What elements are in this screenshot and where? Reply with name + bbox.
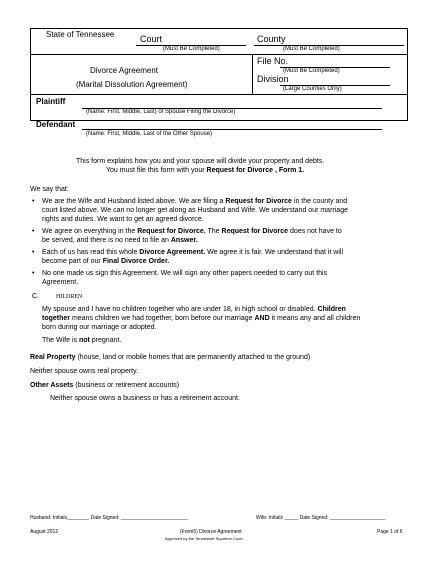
file-no-note: (Must Be Completed) (283, 68, 340, 74)
bullet-4: No one made us sign this Agreement. We will sign any other papers needed to carry out this (42, 270, 328, 277)
county-label: County (257, 34, 286, 44)
court-label: Court (140, 34, 163, 44)
real-property-desc: (house, land or mobile homes that are permanently attached to the ground) (75, 354, 311, 361)
rule (30, 54, 31, 120)
children-paragraph-line-3: born during our marriage or adopted. (42, 324, 157, 331)
children-paragraph-line-2 (42, 314, 414, 323)
b2-text-2: The (205, 228, 222, 235)
county-note: (Must Be Completed) (283, 46, 340, 52)
b3-text-2: We agree it is fair. We understand that it will (205, 249, 344, 256)
wife-text: The Wife is (42, 337, 79, 344)
intro-line-2 (106, 166, 304, 175)
rule (30, 54, 408, 55)
b2-text-3: does not have to (288, 228, 342, 235)
b1-bold: Request for Divorce (225, 198, 292, 205)
defendant-note: (Name: First, Middle, Last of the Other Spouse) (86, 131, 213, 137)
real-property-heading (30, 353, 310, 362)
intro-line-1: This form explains how you and your spouse will divide your property and debts. (76, 158, 325, 165)
b3-text-3: become part of our (42, 258, 103, 265)
wife-pregnancy-status (42, 336, 121, 345)
b2-text-4: be served, and there is no need to file an (42, 237, 171, 244)
children-text-3: it means any and all children (269, 315, 361, 322)
rule (30, 94, 408, 95)
wife-signature-line[interactable]: Wife: Initials _____ Date Signed: ____________________ (256, 515, 386, 521)
bullet-2 (42, 227, 412, 236)
b2-bold-1: Request for Divorce. (137, 228, 206, 235)
document-subtitle: (Marital Dissolution Agreement) (76, 80, 188, 89)
b3-text: Each of us has read this whole (42, 249, 140, 256)
b1-text-2: in the county and (291, 198, 348, 205)
children-text-2: means children we had together, born before our marriage (70, 315, 255, 322)
other-assets-desc: (business or retirement accounts) (73, 382, 180, 389)
children-paragraph (42, 305, 414, 314)
division-label: Division (257, 74, 289, 84)
state-name: State of Tennessee (46, 30, 115, 39)
plaintiff-label: Plaintiff (36, 97, 66, 106)
rule (407, 28, 408, 54)
division-note: (Large Counties Only) (283, 86, 342, 92)
children-heading: HILDREN (56, 294, 83, 300)
bullet-1-line-3: rights and duties. We want to get an agreed divorce. (42, 216, 204, 223)
b3-bold-2: Final Divorce Order. (102, 258, 170, 265)
other-assets-bold: Other Assets (30, 382, 74, 389)
footer-page-number: Page 1 of 6 (377, 529, 403, 535)
b2-bold-3: Answer. (170, 237, 198, 244)
rule (30, 120, 408, 121)
bullet-3 (42, 248, 412, 257)
footer-approved: Approved by the Tennessee Supreme Court (165, 536, 243, 541)
rule (30, 28, 31, 54)
court-note: (Must Be Completed) (163, 46, 220, 52)
children-and: AND (254, 315, 270, 322)
footer-date: August 2012 (30, 529, 59, 535)
real-property-value: Neither spouse owns real property. (30, 368, 139, 375)
footer-form-name: (Form5) Divorce Agreement (180, 529, 242, 535)
b2-text: We agree on everything in the (42, 228, 138, 235)
file-no-label: File No. (257, 56, 289, 66)
bullet-2-line-2 (42, 236, 412, 245)
rule (30, 28, 408, 29)
we-say-that: We say that: (30, 186, 69, 193)
plaintiff-note: (Name: First, Middle, Last) of Spouse Filing the Divorce) (86, 109, 236, 115)
bullet-1 (42, 197, 412, 206)
intro-text: You must file this form with your (106, 167, 207, 174)
bullet-1-line-2: court listed above. We can no longer get along as Husband and Wife. We understand our marriage (42, 207, 348, 214)
children-bold: Children (317, 306, 346, 313)
children-text: My spouse and I have no children together who are under 18, in high school or disabled. (42, 306, 318, 313)
wife-not: not (78, 337, 90, 344)
document-title: Divorce Agreement (90, 66, 159, 75)
bullet-icon: • (32, 270, 35, 277)
rule (252, 54, 253, 94)
defendant-label: Defendant (36, 120, 76, 129)
b3-bold-1: Divorce Agreement. (139, 249, 206, 256)
bullet-icon: • (32, 198, 35, 205)
b2-bold-2: Request for Divorce (221, 228, 289, 235)
husband-signature-line[interactable]: Husband: Initials________ Date Signed: ________________________ (30, 515, 188, 521)
wife-text-2: pregnant. (89, 337, 122, 344)
rule (407, 54, 408, 120)
bullet-icon: • (32, 228, 35, 235)
bullet-icon: • (32, 249, 35, 256)
real-property-bold: Real Property (30, 354, 76, 361)
children-bold-2: together (42, 315, 70, 322)
other-assets-heading (30, 381, 179, 390)
bullet-4-line-2: Agreement. (42, 279, 79, 286)
b1-text: We are the Wife and Husband listed above. We are filing a (42, 198, 226, 205)
children-letter: C. (32, 293, 39, 300)
bullet-3-line-2 (42, 257, 412, 266)
other-assets-value: Neither spouse owns a business or has a retirement account. (50, 395, 240, 402)
intro-form-ref: Request for Divorce , Form 1. (206, 167, 305, 174)
